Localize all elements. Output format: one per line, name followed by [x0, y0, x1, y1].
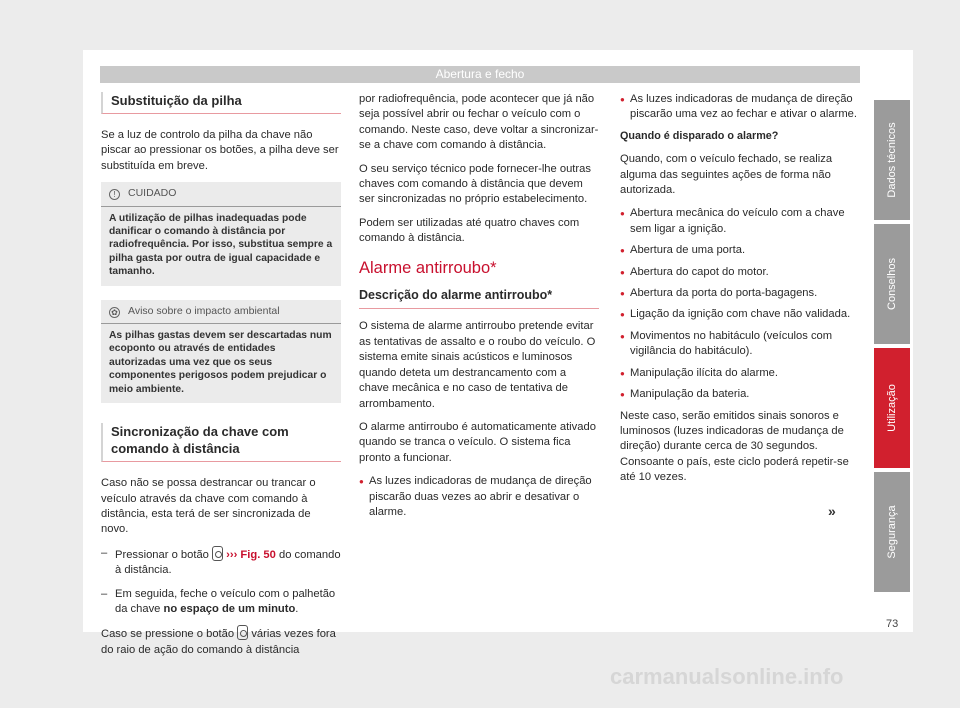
- leaf-icon: ✿: [109, 307, 120, 318]
- chapter-title: Alarme antirroubo*: [359, 258, 497, 277]
- page-number: 73: [886, 618, 899, 630]
- environment-label: Aviso sobre o impacto ambiental: [128, 304, 280, 317]
- figure-link[interactable]: ››› Fig. 50: [226, 548, 276, 561]
- paragraph: Se a luz de controlo da pilha da chave não piscar ao pressionar os botões, a pilha deve ser substituída em breve.: [101, 129, 339, 172]
- step-2: – Em seguida, feche o veículo com o palhetão da chave no espaço de um minuto.: [101, 587, 341, 618]
- tab-conselhos[interactable]: Conselhos: [874, 224, 910, 344]
- paragraph: Caso não se possa destrancar ou trancar o veículo através da chave com comando à distância, esta terá de ser sincronizada de novo.: [101, 477, 316, 536]
- subsection-title: Descrição do alarme antirroubo*: [359, 288, 599, 309]
- list-item: ● Abertura da porta do porta-bagagens.: [620, 286, 860, 301]
- paragraph: Quando, com o veículo fechado, se realiza alguma das seguintes ações de forma não autorizada.: [620, 153, 833, 197]
- environment-box: [101, 300, 341, 403]
- column-2: [359, 92, 599, 526]
- paragraph: Caso se pressione o botão várias vezes fora do raio de ação do comando à distância: [101, 625, 341, 658]
- question-heading: Quando é disparado o alarme?: [620, 129, 779, 142]
- list-item: ● Abertura de uma porta.: [620, 243, 860, 258]
- list-item: ● Movimentos no habitáculo (veículos com vigilância do habitáculo).: [620, 329, 860, 360]
- column-3: [620, 92, 860, 494]
- column-1: [101, 92, 341, 666]
- tab-seguranca[interactable]: Segurança: [874, 472, 910, 592]
- key-button-icon: [237, 625, 248, 640]
- section-title-battery: Substituição da pilha: [101, 92, 341, 114]
- continue-arrow-icon: »: [828, 503, 836, 519]
- paragraph: O seu serviço técnico pode fornecer-lhe outras chaves com comando à distância que devem ser sincronizadas no próprio estabelecimento.: [359, 162, 591, 206]
- caution-text: A utilização de pilhas inadequadas pode danificar o comando à distância por radiofrequência. Por isso, substitua sempre a pilha gasta por outra de igual capacidade e tamanho.: [109, 212, 333, 278]
- list-item: ● Abertura do capot do motor.: [620, 265, 860, 280]
- paragraph: por radiofrequência, pode acontecer que já não seja possível abrir ou fechar o veículo com o comando. Neste caso, deve voltar a sincronizar-se a chave com comando à distância.: [359, 93, 599, 152]
- tab-dados-tecnicos[interactable]: Dados técnicos: [874, 100, 910, 220]
- warning-icon: !: [109, 189, 120, 200]
- section-title-sync: Sincronização da chave com comando à distância: [101, 423, 341, 462]
- list-item: ● Manipulação da bateria.: [620, 387, 860, 402]
- key-button-icon: [212, 546, 223, 561]
- list-item: ● Ligação da ignição com chave não validada.: [620, 307, 860, 322]
- list-item: ● As luzes indicadoras de mudança de direção piscarão uma vez ao fechar e ativar o alarme.: [620, 92, 860, 123]
- list-item: ● Abertura mecânica do veículo com a chave sem ligar a ignição.: [620, 206, 860, 237]
- caution-label: CUIDADO: [128, 187, 177, 200]
- page-header: Abertura e fecho: [100, 66, 860, 83]
- list-item: ● Manipulação ilícita do alarme.: [620, 366, 860, 381]
- step-1: – Pressionar o botão ››› Fig. 50 do comando à distância.: [101, 546, 341, 579]
- caution-box: [101, 182, 341, 285]
- watermark: carmanualsonline.info: [610, 664, 844, 689]
- paragraph: Neste caso, serão emitidos sinais sonoros e luminosos (luzes indicadoras de mudança de direção) durante cerca de 30 segundos. Consoante o país, este ciclo poderá repetir-se até 10 vezes.: [620, 409, 849, 484]
- paragraph: O alarme antirroubo é automaticamente ativado quando se tranca o veículo. O sistema fica pronto a funcionar.: [359, 420, 596, 464]
- tab-utilizacao[interactable]: Utilização: [874, 348, 910, 468]
- environment-text: As pilhas gastas devem ser descartadas num ecoponto ou através de entidades autorizadas uma vez que os seus componentes perigosos podem prejudicar o meio ambiente.: [109, 330, 332, 395]
- alarm-trigger-list: [620, 206, 860, 402]
- list-item: ● As luzes indicadoras de mudança de direção piscarão duas vezes ao abrir e desativar o alarme.: [359, 474, 599, 520]
- paragraph: Podem ser utilizadas até quatro chaves com comando à distância.: [359, 216, 580, 245]
- paragraph: O sistema de alarme antirroubo pretende evitar as tentativas de assalto e o roubo do veículo. O sistema emite sinais acústicos e luminosos quando deteta um destrancamento com a chave mecânica e no caso de tentativa de arrombamento.: [359, 320, 596, 410]
